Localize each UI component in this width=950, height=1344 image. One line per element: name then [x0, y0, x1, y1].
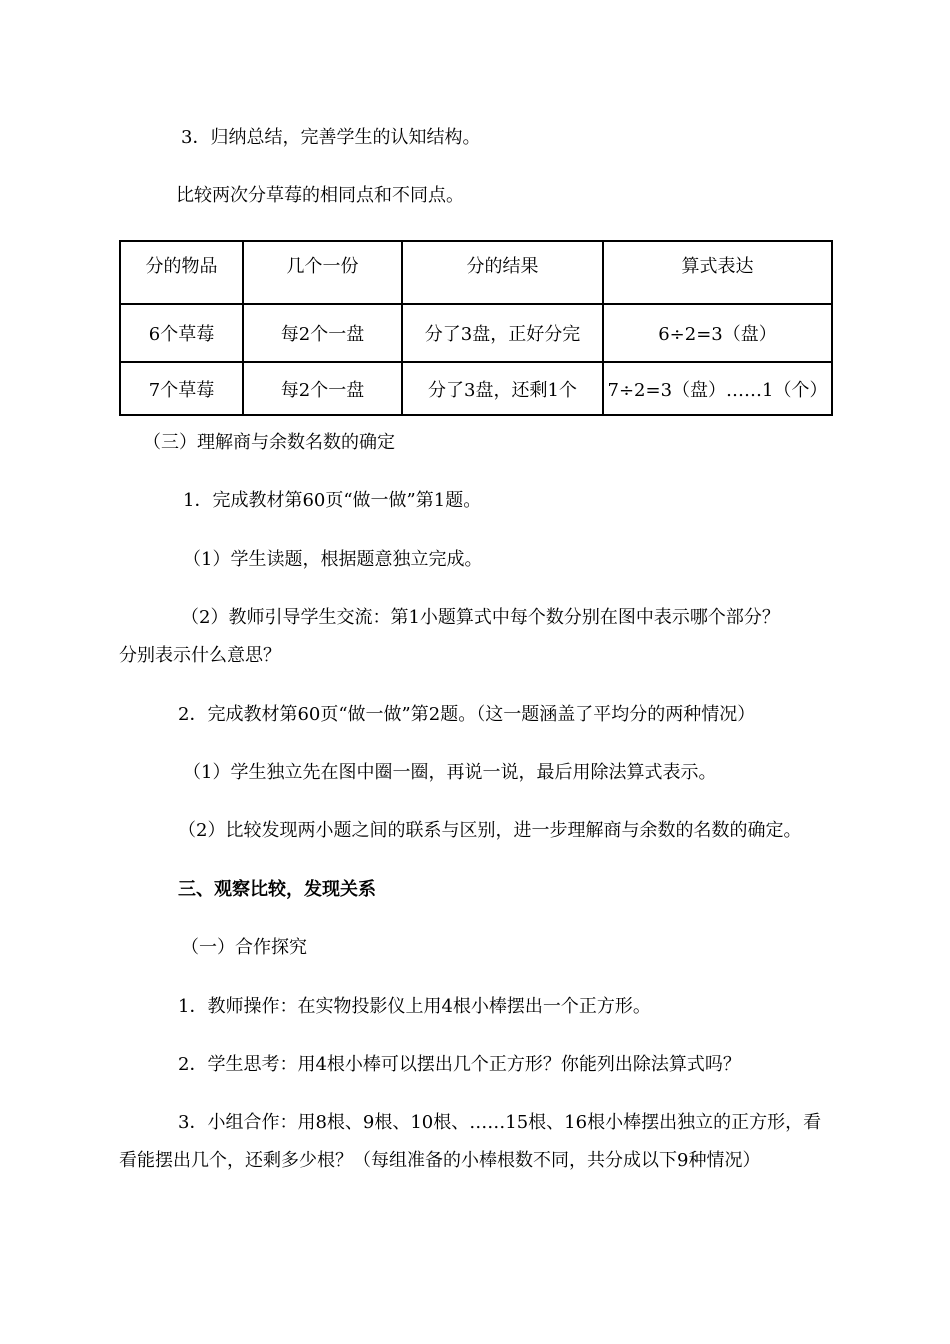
- section-heading-3: （三）理解商与余数名数的确定: [143, 432, 395, 453]
- paragraph-exercise-1: 1．完成教材第60页“做一做”第1题。: [183, 490, 482, 511]
- table-cell: 7÷2=3（盘）……1（个）: [603, 362, 832, 415]
- paragraph-compare: 比较两次分草莓的相同点和不同点。: [176, 185, 464, 206]
- paragraph-step-2-line2: 分别表示什么意思？: [119, 645, 281, 666]
- paragraph-step-4: （2）比较发现两小题之间的联系与区别，进一步理解商与余数的名数的确定。: [178, 820, 802, 841]
- table-header-cell: 分的结果: [402, 241, 603, 304]
- table-header-cell: 几个一份: [243, 241, 402, 304]
- table-cell: 每2个一盘: [243, 304, 402, 362]
- paragraph-student-think: 2．学生思考：用4根小棒可以摆出几个正方形？你能列出除法算式吗？: [178, 1054, 741, 1075]
- table-header-row: [120, 241, 832, 304]
- paragraph-group-work-line2: 看能摆出几个，还剩多少根？（每组准备的小棒根数不同，共分成以下9种情况）: [119, 1150, 761, 1171]
- table-cell: 分了3盘，还剩1个: [402, 362, 603, 415]
- table-cell: 6÷2=3（盘）: [603, 304, 832, 362]
- paragraph-step-3: （1）学生独立先在图中圈一圈，再说一说，最后用除法算式表示。: [183, 762, 717, 783]
- paragraph-exercise-2: 2．完成教材第60页“做一做”第2题。（这一题涵盖了平均分的两种情况）: [178, 704, 756, 725]
- table-row: [120, 362, 832, 415]
- table-cell: 6个草莓: [120, 304, 243, 362]
- table-cell: 分了3盘，正好分完: [402, 304, 603, 362]
- paragraph-step-2-line1: （2）教师引导学生交流：第1小题算式中每个数分别在图中表示哪个部分？: [181, 607, 780, 628]
- subsection-heading: （一）合作探究: [181, 937, 307, 958]
- table-row: [120, 304, 832, 362]
- paragraph-teacher-op: 1．教师操作：在实物投影仪上用4根小棒摆出一个正方形。: [178, 996, 651, 1017]
- paragraph-step-1: （1）学生读题，根据题意独立完成。: [183, 549, 483, 570]
- table-header-cell: 分的物品: [120, 241, 243, 304]
- paragraph-summary: 3．归纳总结，完善学生的认知结构。: [181, 127, 481, 148]
- table-header-cell: 算式表达: [603, 241, 832, 304]
- section-heading-main: 三、观察比较，发现关系: [178, 879, 376, 900]
- comparison-table: [119, 240, 833, 416]
- table-cell: 每2个一盘: [243, 362, 402, 415]
- paragraph-group-work-line1: 3．小组合作：用8根、9根、10根、……15根、16根小棒摆出独立的正方形，看: [178, 1112, 822, 1133]
- table-cell: 7个草莓: [120, 362, 243, 415]
